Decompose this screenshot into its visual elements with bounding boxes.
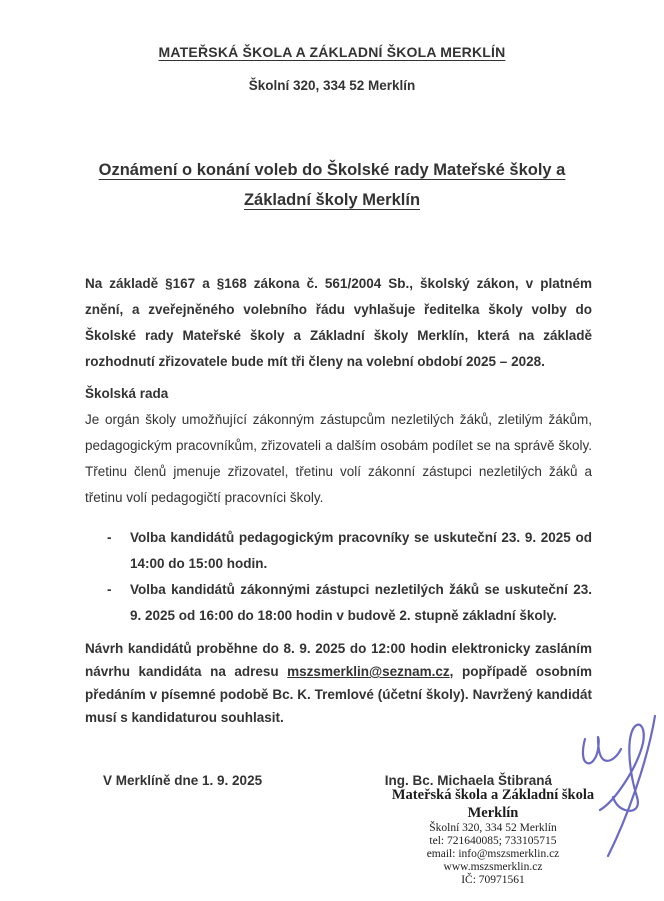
email-link: mszsmerklin@seznam.cz — [287, 664, 450, 679]
place-date: V Merklíně dne 1. 9. 2025 — [103, 773, 263, 788]
bullet-dash: - — [107, 582, 112, 597]
proposal-text-before-email: Návrh kandidátů proběhne do 8. 9. 2025 do 12:00 hodin elektronicky zasláním návrhu kandidáta na adresu — [85, 641, 592, 679]
stamp-phone: tel: 721640085; 733105715 — [429, 835, 557, 847]
school-stamp — [383, 786, 603, 887]
document-title: Oznámení o konání voleb do Školské rady Mateřské školy a Základní školy Merklín — [98, 161, 566, 209]
handwritten-signature-icon — [575, 713, 664, 863]
list-item — [85, 577, 592, 629]
stamp-ic-number: IČ: 70971561 — [461, 874, 525, 886]
proposal-text-after-email: , popřípadě osobním předáním v písemné podobě Bc. K. Tremlové (účetní školy). Navržený kandidát musí s kandidaturou souhlasit. — [85, 664, 592, 725]
stamp-website: www.mszsmerklin.cz — [443, 861, 543, 873]
document-body — [85, 271, 592, 788]
election-bullet-list — [85, 525, 592, 629]
stamp-school-name-line1: Mateřská škola a Základní škola — [391, 787, 595, 803]
section-heading-skolska-rada: Školská rada — [85, 386, 169, 401]
bullet-text-guardian-vote: Volba kandidátů zákonnými zástupci nezletilých žáků se uskuteční 23. 9. 2025 od 16:00 do 18:00 hodin v budově 2. stupně základní školy. — [130, 582, 592, 623]
letterhead — [0, 0, 664, 93]
intro-paragraph: Na základě §167 a §168 zákona č. 561/2004 Sb., školský zákon, v platném znění, a zveřejněného volebního řádu vyhlašuje ředitelka školy volby do Školské rady Mateřské školy a Základní školy Merklín, která na základě rozhodnutí zřizovatele bude mít tři členy na volební období 2025 – 2028. — [85, 276, 592, 369]
bullet-dash: - — [107, 530, 112, 545]
proposal-paragraph — [85, 637, 592, 729]
stamp-school-name-line2: Merklín — [467, 805, 519, 821]
section-paragraph: Je orgán školy umožňující zákonným zástupcům nezletilých žáků, zletilým žákům, pedagogickým pracovníkům, zřizovateli a dalším osobám podílet se na správě školy. Třetinu členů jmenuje zřizovatel, třetinu volí zákonní zástupci nezletilých žáků a třetinu volí pedagogičtí pracovníci školy. — [85, 412, 592, 505]
bullet-text-pedagogical-vote: Volba kandidátů pedagogickým pracovníky se uskuteční 23. 9. 2025 od 14:00 do 15:00 hodin. — [130, 530, 592, 571]
school-name-heading: MATEŘSKÁ ŠKOLA A ZÁKLADNÍ ŠKOLA MERKLÍN — [158, 44, 506, 60]
list-item — [85, 525, 592, 577]
signatory-name: Ing. Bc. Michaela Štibraná — [384, 773, 552, 788]
stamp-address: Školní 320, 334 52 Merklín — [429, 822, 557, 834]
school-address: Školní 320, 334 52 Merklín — [248, 78, 416, 93]
stamp-email: email: info@mszsmerklin.cz — [426, 848, 560, 860]
